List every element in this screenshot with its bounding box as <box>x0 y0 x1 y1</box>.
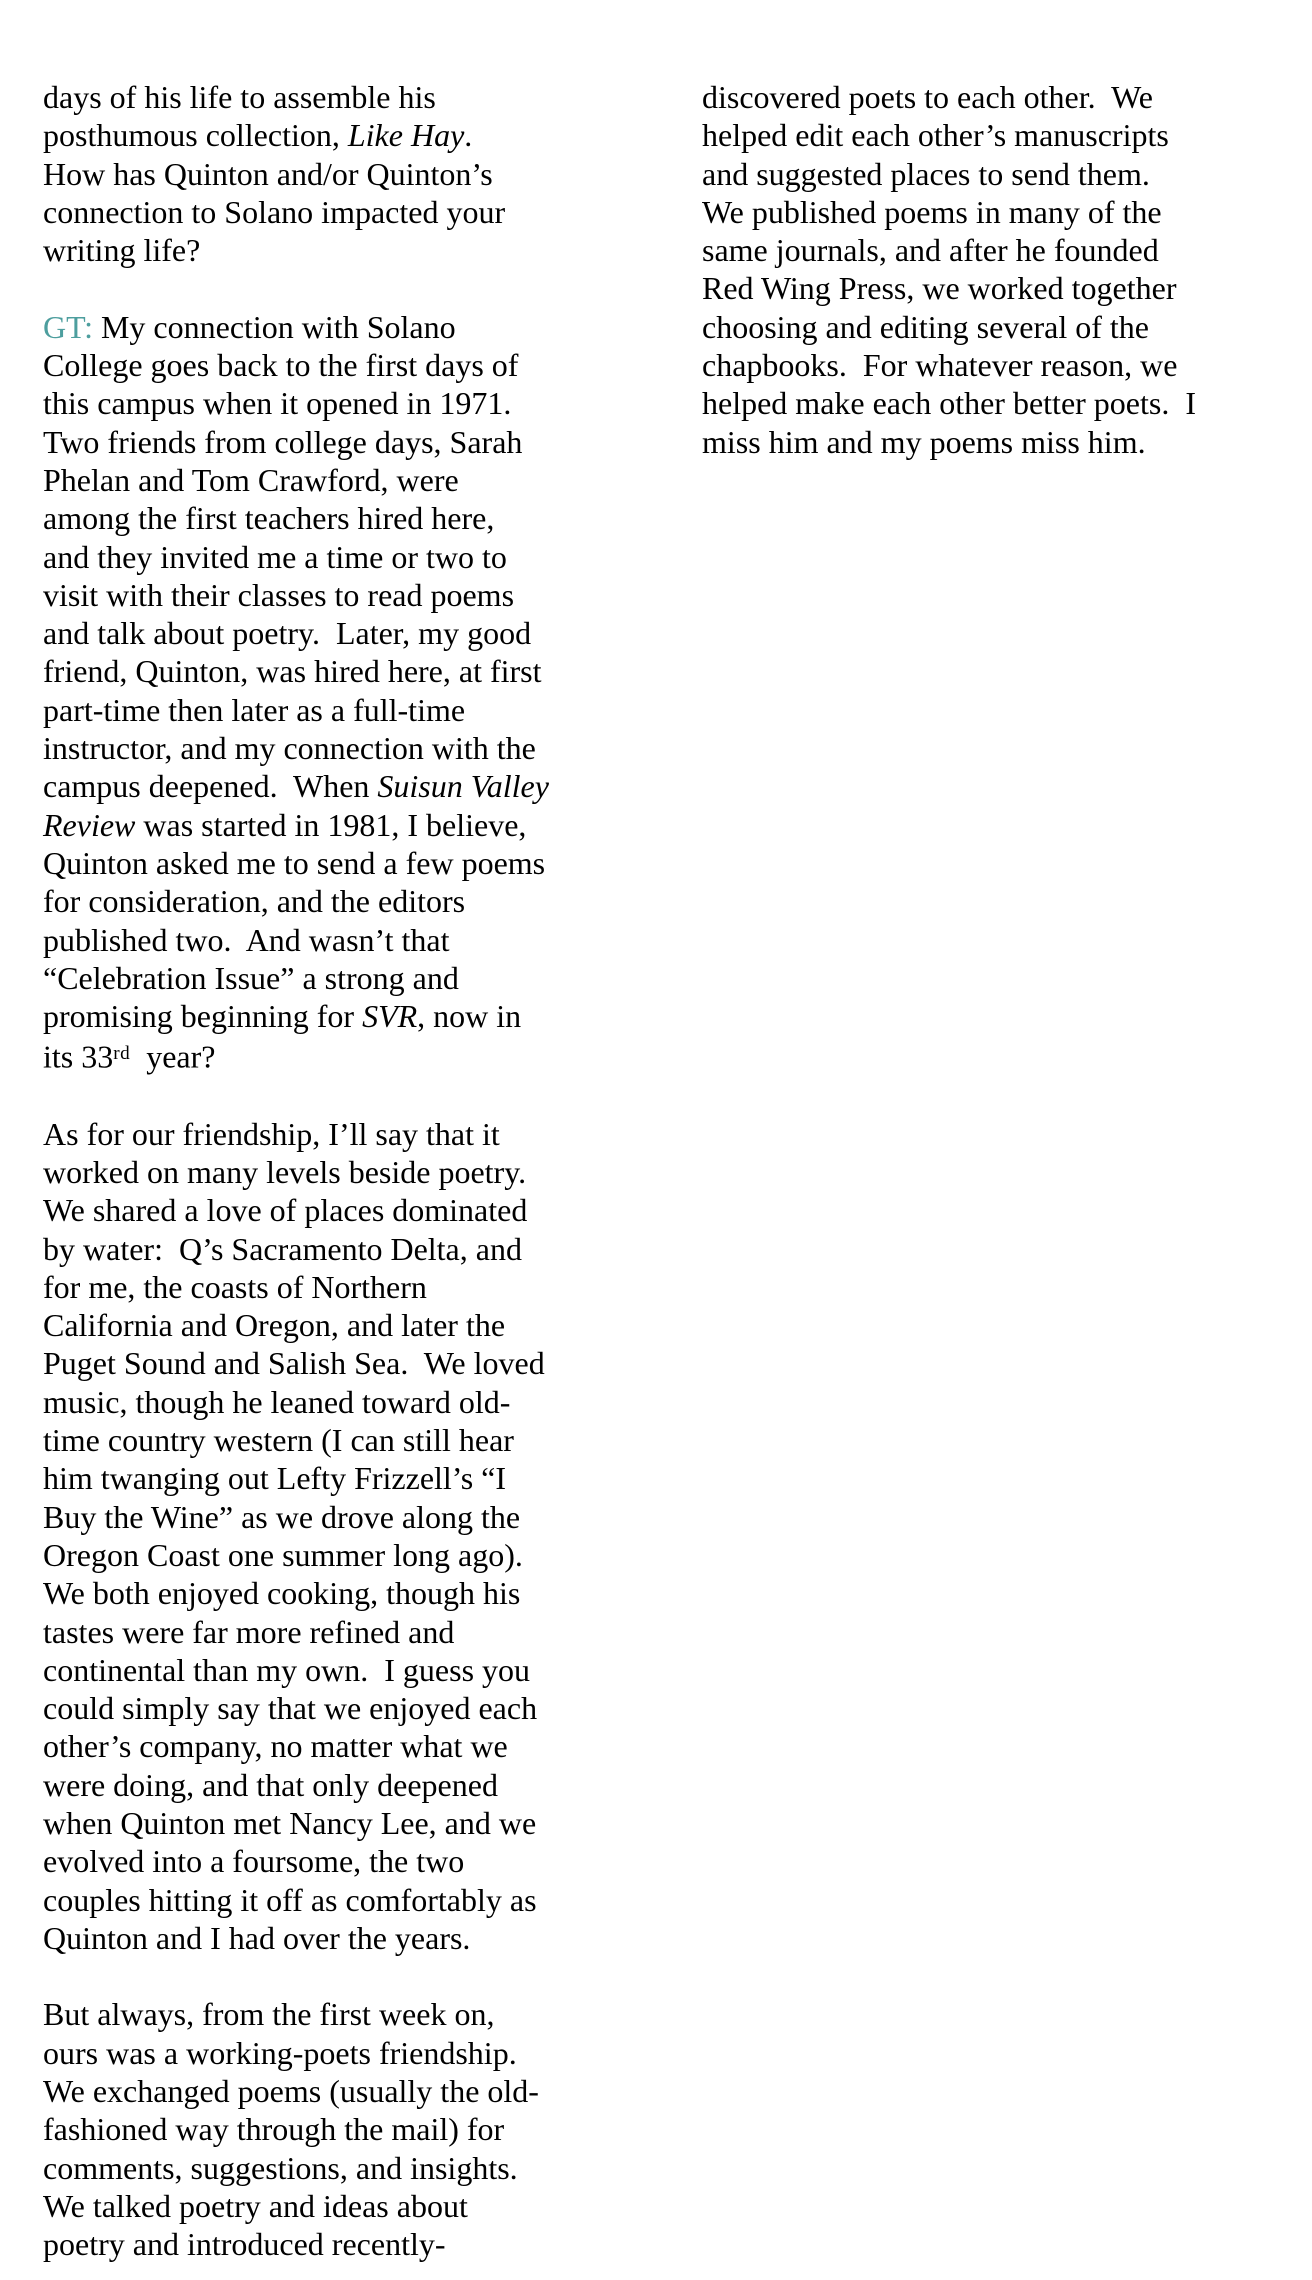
text-run: year? <box>130 1039 216 1076</box>
text-run: its 33 <box>43 1039 114 1076</box>
text-line <box>43 691 688 729</box>
text-line <box>43 1153 688 1191</box>
text-line <box>43 882 688 920</box>
text-run: comments, suggestions, and insights. <box>43 2149 518 2186</box>
text-run: College goes back to the first days of <box>43 347 519 384</box>
text-line <box>43 1459 688 1497</box>
text-run: But always, from the first week on, <box>43 1996 495 2033</box>
text-run: by water: Q’s Sacramento Delta, and <box>43 1230 522 1267</box>
text-line <box>43 1766 688 1804</box>
italic-text-run: Suisun Valley <box>377 768 549 805</box>
text-run: , now in <box>417 998 522 1035</box>
text-line <box>43 2187 688 2225</box>
text-run: We published poems in many of the <box>702 193 1162 230</box>
text-run: instructor, and my connection with the <box>43 730 536 767</box>
text-run: visit with their classes to read poems <box>43 576 515 613</box>
text-run: helped make each other better poets. I <box>702 385 1196 422</box>
text-run: discovered poets to each other. We <box>702 79 1153 115</box>
text-run: “Celebration Issue” a strong and <box>43 959 459 996</box>
text-line <box>43 1881 688 1919</box>
text-line <box>702 116 1312 154</box>
text-line <box>43 193 688 231</box>
text-run: poetry and introduced recently- <box>43 2226 446 2263</box>
text-run: promising beginning for <box>43 998 363 1035</box>
text-line <box>43 997 688 1035</box>
text-line <box>43 1804 688 1842</box>
text-line <box>43 346 688 384</box>
text-run: when Quinton met Nancy Lee, and we <box>43 1804 537 1841</box>
text-line <box>43 2034 688 2072</box>
text-run: continental than my own. I guess you <box>43 1651 531 1688</box>
text-line <box>43 461 688 499</box>
text-run: him twanging out Lefty Frizzell’s “I <box>43 1460 506 1497</box>
text-line <box>43 116 688 154</box>
text-run: music, though he leaned toward old- <box>43 1383 511 1420</box>
text-line <box>43 1651 688 1689</box>
text-run: Two friends from college days, Sarah <box>43 423 523 460</box>
text-line <box>43 1115 688 1153</box>
text-line <box>43 1191 688 1229</box>
text-line <box>43 384 688 422</box>
text-run: time country western (I can still hear <box>43 1422 514 1459</box>
text-line <box>43 1344 688 1382</box>
text-run: for me, the coasts of Northern <box>43 1268 427 1305</box>
text-line <box>43 2225 688 2263</box>
text-column-right <box>702 78 1312 461</box>
text-run: and suggested places to send them. <box>702 155 1150 192</box>
text-run: this campus when it opened in 1971. <box>43 385 512 422</box>
text-line <box>43 1498 688 1536</box>
text-line <box>43 308 688 346</box>
speaker-label: GT: <box>43 308 93 345</box>
text-line <box>43 78 688 116</box>
text-line <box>43 1268 688 1306</box>
text-run: worked on many levels beside poetry. <box>43 1153 527 1190</box>
text-line <box>43 155 688 193</box>
text-line <box>43 1421 688 1459</box>
text-line <box>43 1230 688 1268</box>
text-line <box>43 1919 688 1957</box>
paragraph <box>702 78 1312 461</box>
text-run: evolved into a foursome, the two <box>43 1843 465 1880</box>
text-run: connection to Solano impacted your <box>43 193 506 230</box>
text-line <box>43 614 688 652</box>
text-run: . <box>464 117 473 154</box>
text-line <box>43 729 688 767</box>
text-run: helped edit each other’s manuscripts <box>702 117 1169 154</box>
text-run: Oregon Coast one summer long ago). <box>43 1536 523 1573</box>
text-line <box>43 1035 688 1076</box>
italic-text-run: Review <box>43 806 136 843</box>
italic-text-run: Like Hay <box>347 117 465 154</box>
text-run: for consideration, and the editors <box>43 883 466 920</box>
text-run: We shared a love of places dominated <box>43 1192 528 1229</box>
text-line <box>43 1995 688 2033</box>
text-run: published two. And wasn’t that <box>43 921 450 958</box>
text-run: campus deepened. When <box>43 768 378 805</box>
text-line <box>702 155 1312 193</box>
text-run: rd <box>113 1043 131 1065</box>
text-run: and they invited me a time or two to <box>43 538 507 575</box>
text-line <box>43 1536 688 1574</box>
text-run: other’s company, no matter what we <box>43 1728 508 1765</box>
text-line <box>43 499 688 537</box>
text-line <box>43 1842 688 1880</box>
text-line <box>43 538 688 576</box>
text-run: Buy the Wine” as we drove along the <box>43 1498 521 1535</box>
text-run: ours was a working-poets friendship. <box>43 2034 517 2071</box>
text-line <box>702 346 1312 384</box>
text-run: Quinton and I had over the years. <box>43 1919 471 1956</box>
text-line <box>43 576 688 614</box>
text-line <box>43 1306 688 1344</box>
text-run: As for our friendship, I’ll say that it <box>43 1115 500 1152</box>
text-line <box>43 921 688 959</box>
text-run: miss him and my poems miss him. <box>702 423 1146 460</box>
text-line <box>43 652 688 690</box>
text-line <box>43 2072 688 2110</box>
text-run: Phelan and Tom Crawford, were <box>43 461 459 498</box>
text-run: fashioned way through the mail) for <box>43 2111 505 2148</box>
text-line <box>43 1574 688 1612</box>
text-line <box>702 78 1312 116</box>
text-run: Puget Sound and Salish Sea. We loved <box>43 1345 545 1382</box>
text-line <box>702 384 1312 422</box>
text-line <box>43 2110 688 2148</box>
text-run: was started in 1981, I believe, <box>135 806 527 843</box>
text-run: California and Oregon, and later the <box>43 1307 506 1344</box>
text-run: Quinton asked me to send a few poems <box>43 844 546 881</box>
text-run: chapbooks. For whatever reason, we <box>702 347 1178 384</box>
text-line <box>43 423 688 461</box>
text-run: among the first teachers hired here, <box>43 500 495 537</box>
text-run: We both enjoyed cooking, though his <box>43 1575 521 1612</box>
text-run: choosing and editing several of the <box>702 308 1149 345</box>
text-run: My connection with Solano <box>92 308 456 345</box>
text-run: friend, Quinton, was hired here, at first <box>43 653 542 690</box>
paragraph <box>43 308 688 1077</box>
text-run: Red Wing Press, we worked together <box>702 270 1177 307</box>
text-line <box>702 269 1312 307</box>
text-column-left <box>43 78 688 2264</box>
text-run: We talked poetry and ideas about <box>43 2187 468 2224</box>
text-run: part-time then later as a full-time <box>43 691 466 728</box>
text-line <box>43 1383 688 1421</box>
text-run: tastes were far more refined and <box>43 1613 455 1650</box>
paragraph <box>43 1995 688 2263</box>
text-line <box>43 959 688 997</box>
text-line <box>702 308 1312 346</box>
italic-text-run: SVR <box>362 998 418 1035</box>
text-run: could simply say that we enjoyed each <box>43 1690 538 1727</box>
text-run: same journals, and after he founded <box>702 232 1159 269</box>
text-run: writing life? <box>43 232 201 269</box>
text-run: days of his life to assemble his <box>43 79 436 115</box>
text-line <box>43 1727 688 1765</box>
text-run: were doing, and that only deepened <box>43 1766 498 1803</box>
text-line <box>43 806 688 844</box>
text-run: couples hitting it off as comfortably as <box>43 1881 537 1918</box>
text-line <box>43 1689 688 1727</box>
text-run: posthumous collection, <box>43 117 348 154</box>
paragraph <box>43 78 688 269</box>
text-line <box>702 423 1312 461</box>
text-run: We exchanged poems (usually the old- <box>43 2073 539 2110</box>
text-line <box>43 231 688 269</box>
text-line <box>702 193 1312 231</box>
text-run: How has Quinton and/or Quinton’s <box>43 155 493 192</box>
paragraph <box>43 1115 688 1958</box>
text-line <box>43 767 688 805</box>
text-line <box>43 1613 688 1651</box>
text-line <box>702 231 1312 269</box>
text-run: and talk about poetry. Later, my good <box>43 615 532 652</box>
text-line <box>43 844 688 882</box>
text-line <box>43 2149 688 2187</box>
